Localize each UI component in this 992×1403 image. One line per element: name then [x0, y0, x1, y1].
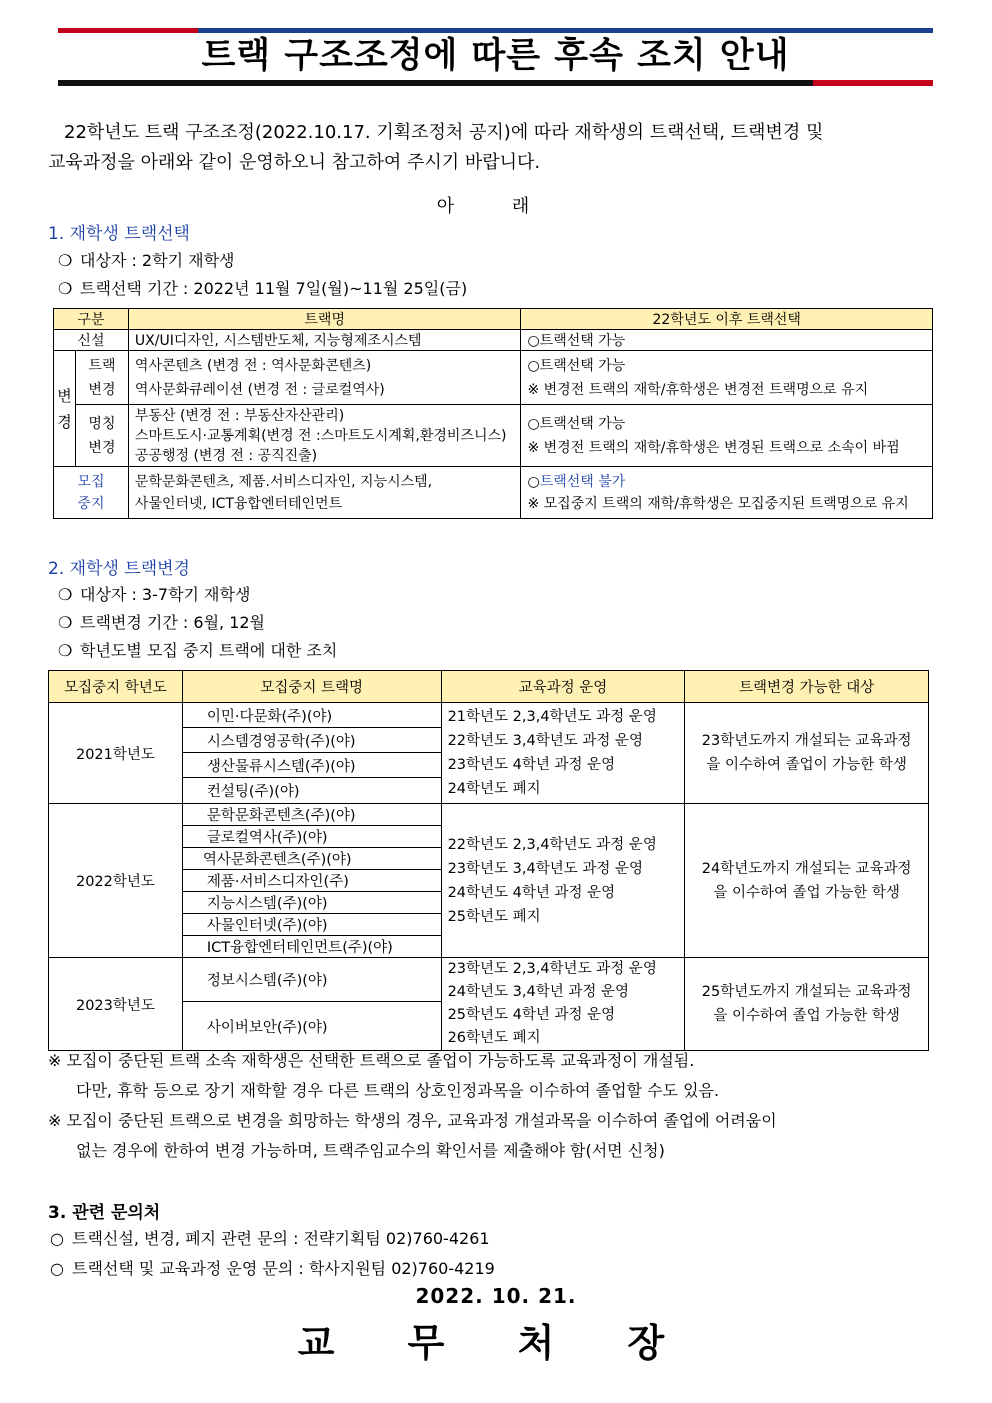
track-stop-table: [48, 670, 929, 1051]
row-track-change-choice: ○트랙선택 가능 ※ 변경전 트랙의 재학/휴학생은 변경전 트랙명으로 유지: [521, 351, 933, 405]
table-row: 제품·서비스디자인(주): [182, 870, 441, 892]
header-target: 트랙변경 가능한 대상: [685, 671, 929, 703]
group-2022-course: 22학년도 2,3,4학년도 과정 운영 23학년도 3,4학년도 과정 운영 24학년도 4학년 과정 운영 25학년도 폐지: [441, 804, 685, 958]
row-name-change-tracks: 부동산 (변경 전 : 부동산자산관리) 스마트도시·교통계획(변경 전 :스마트도시계획,환경비즈니스) 공공행정 (변경 전 : 공직진출): [128, 405, 521, 467]
row-new-label: 신설: [54, 330, 129, 351]
table-row: 생산물류시스템(주)(야): [182, 753, 441, 778]
section2-bullet-1: ❍ 대상자 : 3-7학기 재학생: [58, 585, 251, 604]
section2-bullet-3: ❍ 학년도별 모집 중지 트랙에 대한 조치: [58, 641, 338, 660]
table-row: 글로컬역사(주)(야): [182, 826, 441, 848]
page-title: 트랙 구조조정에 따른 후속 조치 안내: [201, 36, 790, 76]
table-row: 역사문화콘텐츠(주)(야): [182, 848, 441, 870]
group-2021-year: 2021학년도: [49, 703, 183, 804]
table-row: 시스템경영공학(주)(야): [182, 728, 441, 753]
section3-heading: 3. 관련 문의처: [48, 1203, 161, 1223]
bottom-rule: [58, 80, 933, 86]
contact-1: ○ 트랙신설, 변경, 폐지 관련 문의 : 전략기획팀 02)760-4261: [50, 1229, 490, 1248]
row-new-tracks: UX/UI디자인, 시스템반도체, 지능형제조시스템: [128, 330, 521, 351]
intro-line-2: 교육과정을 아래와 같이 운영하오니 참고하여 주시기 바랍니다.: [48, 152, 541, 173]
header-category: 구분: [54, 309, 129, 330]
row-stop-tracks: 문학문화콘텐츠, 제품.서비스디자인, 지능시스템, 사물인터넷, ICT융합엔터테인먼트: [128, 467, 521, 519]
note-1: ※ 모집이 중단된 트랙 소속 재학생은 선택한 트랙으로 졸업이 가능하도록 교육과정이 개설됨.: [48, 1051, 695, 1070]
signer: 교 무 처 장: [297, 1321, 695, 1365]
section1-heading: 1. 재학생 트랙선택: [48, 224, 190, 244]
group-2021-target: 23학년도까지 개설되는 교육과정 을 이수하여 졸업이 가능한 학생: [685, 703, 929, 804]
row-stop-choice: ○트랙선택 불가 ※ 모집중지 트랙의 재학/휴학생은 모집중지된 트랙명으로 유지: [521, 467, 933, 519]
below-heading: 아 래: [436, 196, 556, 217]
group-2023-year: 2023학년도: [49, 958, 183, 1051]
header-stop-track: 모집중지 트랙명: [182, 671, 441, 703]
issue-date: 2022. 10. 21.: [415, 1284, 577, 1308]
row-track-change-label: 트랙 변경: [75, 351, 128, 405]
top-rule: [58, 28, 933, 33]
table-row: 이민·다문화(주)(야): [182, 703, 441, 728]
note-2: 다만, 휴학 등으로 장기 재학할 경우 다른 트랙의 상호인정과목을 이수하여 졸업할 수도 있음.: [76, 1081, 720, 1100]
table-row: 사물인터넷(주)(야): [182, 914, 441, 936]
group-2022-target: 24학년도까지 개설되는 교육과정 을 이수하여 졸업 가능한 학생: [685, 804, 929, 958]
track-selection-table: [53, 308, 933, 519]
group-2022-year: 2022학년도: [49, 804, 183, 958]
note-3: ※ 모집이 중단된 트랙으로 변경을 희망하는 학생의 경우, 교육과정 개설과목을 이수하여 졸업에 어려움이: [48, 1111, 777, 1130]
section1-bullet-1: ❍ 대상자 : 2학기 재학생: [58, 251, 235, 270]
row-new-choice: ○트랙선택 가능: [521, 330, 933, 351]
header-course: 교육과정 운영: [441, 671, 685, 703]
row-stop-label: 모집 중지: [54, 467, 129, 519]
contact-2: ○ 트랙선택 및 교육과정 운영 문의 : 학사지원팀 02)760-4219: [50, 1259, 495, 1278]
group-2023-course: 23학년도 2,3,4학년도 과정 운영 24학년도 3,4학년 과정 운영 25학년도 4학년 과정 운영 26학년도 폐지: [441, 958, 685, 1051]
row-change-label: 변 경: [54, 351, 76, 467]
group-2021-course: 21학년도 2,3,4학년도 과정 운영 22학년도 3,4학년도 과정 운영 23학년도 4학년 과정 운영 24학년도 폐지: [441, 703, 685, 804]
section2-bullet-2: ❍ 트랙변경 기간 : 6월, 12월: [58, 613, 266, 632]
intro-paragraph: [48, 118, 938, 178]
section1-bullet-2: ❍ 트랙선택 기간 : 2022년 11월 7일(월)~11월 25일(금): [58, 279, 468, 298]
row-name-change-label: 명칭 변경: [75, 405, 128, 467]
header-stop-year: 모집중지 학년도: [49, 671, 183, 703]
table-row: 사이버보안(주)(야): [182, 1002, 441, 1051]
table-row: 컨설팅(주)(야): [182, 778, 441, 804]
group-2023-target: 25학년도까지 개설되는 교육과정 을 이수하여 졸업 가능한 학생: [685, 958, 929, 1051]
section2-heading: 2. 재학생 트랙변경: [48, 559, 190, 579]
intro-line-1: 22학년도 트랙 구조조정(2022.10.17. 기획조정처 공지)에 따라 재학생의 트랙선택, 트랙변경 및: [64, 122, 824, 143]
header-track-name: 트랙명: [128, 309, 521, 330]
row-name-change-choice: ○트랙선택 가능 ※ 변경전 트랙의 재학/휴학생은 변경된 트랙으로 소속이 바뀜: [521, 405, 933, 467]
table-row: 지능시스템(주)(야): [182, 892, 441, 914]
table-row: 정보시스템(주)(야): [182, 958, 441, 1002]
table-row: ICT융합엔터테인먼트(주)(야): [182, 936, 441, 958]
note-4: 없는 경우에 한하여 변경 가능하며, 트랙주임교수의 확인서를 제출해야 함(서면 신청): [76, 1141, 665, 1160]
header-selection: 22학년도 이후 트랙선택: [521, 309, 933, 330]
table-row: 문학문화콘텐츠(주)(야): [182, 804, 441, 826]
row-track-change-tracks: 역사콘텐츠 (변경 전 : 역사문화콘텐츠) 역사문화큐레이션 (변경 전 : 글로컬역사): [128, 351, 521, 405]
